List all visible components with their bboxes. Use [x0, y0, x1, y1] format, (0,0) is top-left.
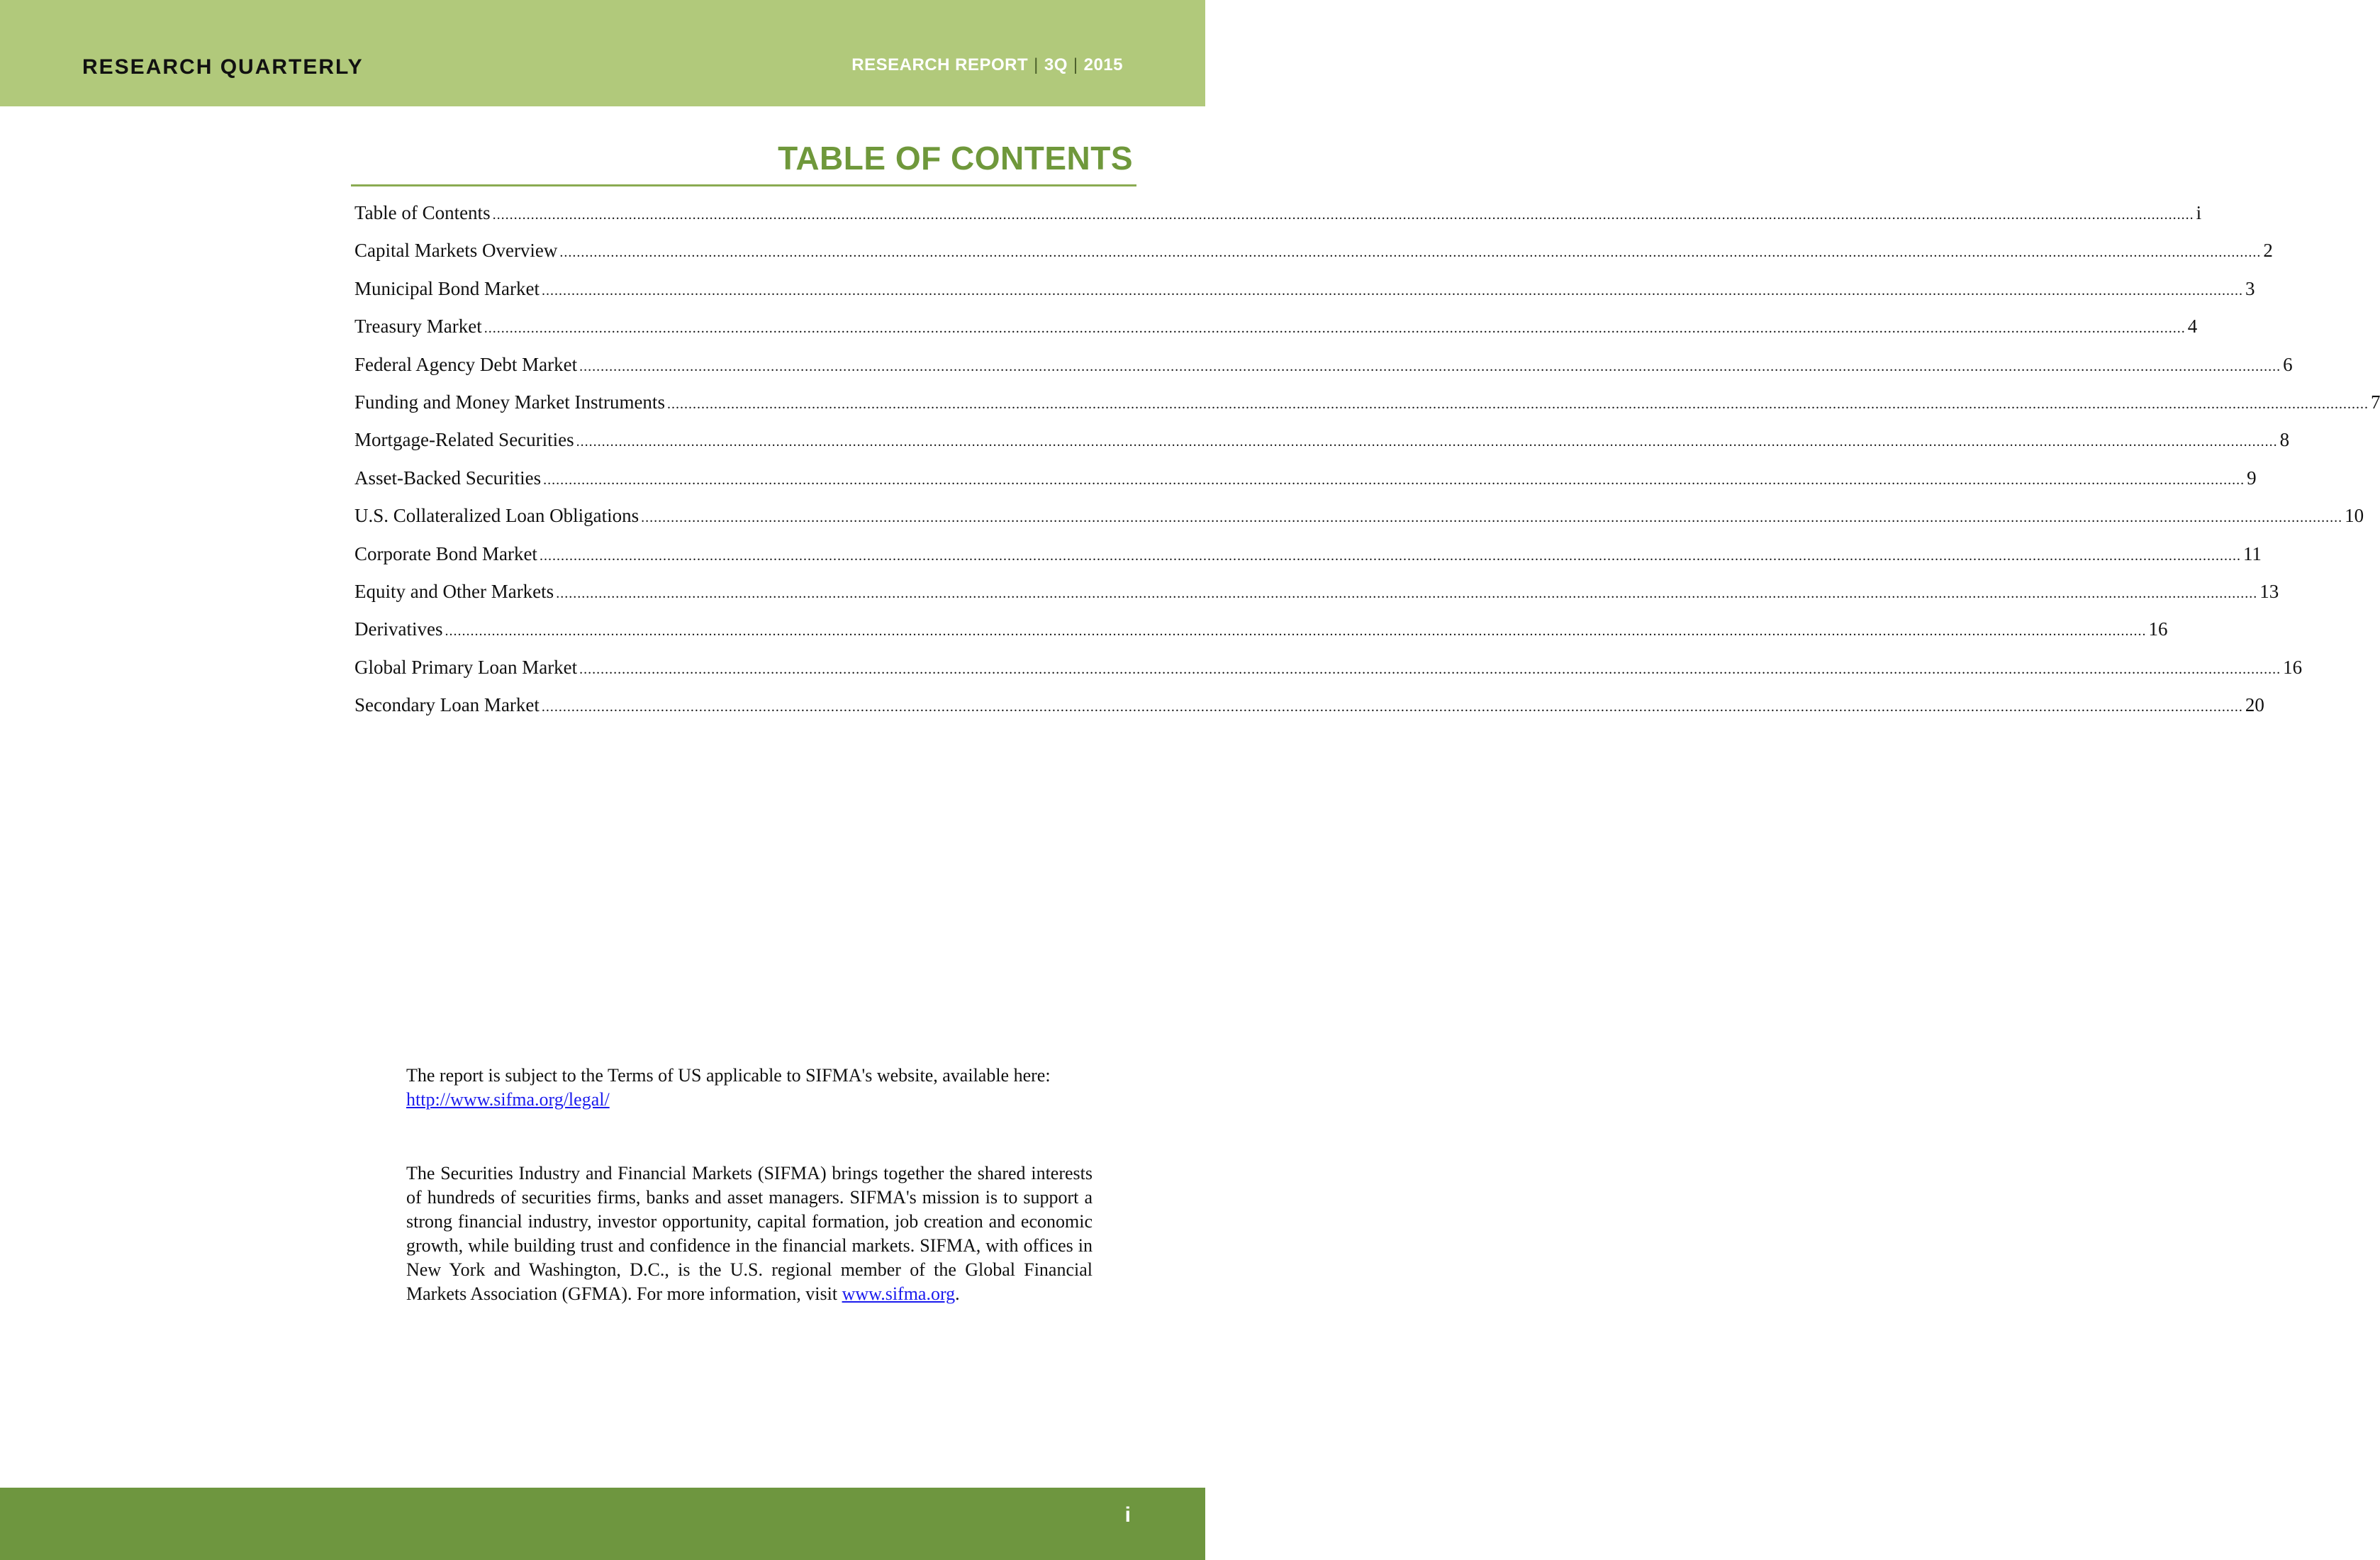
toc-entry[interactable]: [354, 652, 2303, 689]
toc-entry-title: Table of Contents: [354, 202, 491, 223]
toc-dot-leader: ................................................................................................................................................................................................................................................................................................................................................................................................................: [579, 661, 2281, 677]
toc-entry[interactable]: [354, 500, 2364, 537]
toc-entry-title: Derivatives: [354, 618, 443, 640]
toc-dot-leader: ................................................................................................................................................................................................................................................................................................................................................................................................................: [541, 282, 2243, 299]
toc-entry-page: 6: [2283, 353, 2293, 375]
toc-entry-page: 3: [2245, 277, 2255, 299]
toc-entry-page: 11: [2242, 542, 2262, 564]
publication-title: RESEARCH QUARTERLY: [82, 55, 364, 79]
toc-entry[interactable]: [354, 462, 2257, 500]
toc-entry-page: 16: [2148, 618, 2168, 640]
toc-entry[interactable]: [354, 197, 2202, 235]
toc-entry-title: Secondary Loan Market: [354, 694, 540, 716]
terms-note: [406, 1064, 1093, 1112]
toc-entry-title: Equity and Other Markets: [354, 580, 554, 602]
separator: |: [1034, 55, 1039, 74]
toc-dot-leader: ................................................................................................................................................................................................................................................................................................................................................................................................................: [543, 472, 2245, 488]
toc-entry-title: U.S. Collateralized Loan Obligations: [354, 505, 639, 527]
toc-entry[interactable]: [354, 386, 2380, 424]
toc-dot-leader: ................................................................................................................................................................................................................................................................................................................................................................................................................: [579, 358, 2281, 374]
toc-entry-page: 20: [2245, 694, 2264, 716]
toc-entry[interactable]: [354, 689, 2264, 727]
toc-entry-title: Federal Agency Debt Market: [354, 353, 578, 375]
toc-dot-leader: ................................................................................................................................................................................................................................................................................................................................................................................................................: [666, 396, 2369, 412]
toc-entry[interactable]: [354, 424, 2290, 462]
toc-entry[interactable]: [354, 613, 2168, 651]
toc-entry-title: Funding and Money Market Instruments: [354, 391, 665, 413]
toc-dot-leader: ................................................................................................................................................................................................................................................................................................................................................................................................................: [445, 623, 2147, 640]
page-header: [0, 0, 1205, 106]
terms-text: The report is subject to the Terms of US applicable to SIFMA's website, available here:: [406, 1065, 1051, 1086]
toc-dot-leader: ................................................................................................................................................................................................................................................................................................................................................................................................................: [559, 245, 2262, 261]
page-footer: [0, 1488, 1205, 1560]
report-info: [851, 55, 1123, 75]
toc-entry-page: 2: [2263, 240, 2273, 262]
toc-entry-title: Capital Markets Overview: [354, 240, 558, 262]
toc-dot-leader: ................................................................................................................................................................................................................................................................................................................................................................................................................: [484, 321, 2186, 337]
toc-heading: TABLE OF CONTENTS: [778, 140, 1133, 177]
toc-divider: [351, 184, 1136, 186]
report-quarter: 3Q: [1044, 55, 1068, 74]
toc-entry-title: Municipal Bond Market: [354, 277, 540, 299]
toc-entry-page: 13: [2259, 580, 2279, 602]
toc-entry[interactable]: [354, 349, 2293, 386]
separator: |: [1073, 55, 1078, 74]
toc-entry-page: 10: [2345, 505, 2364, 527]
toc-dot-leader: ................................................................................................................................................................................................................................................................................................................................................................................................................: [539, 547, 2241, 564]
toc-entry-title: Mortgage-Related Securities: [354, 429, 574, 451]
sifma-website-link[interactable]: www.sifma.org: [842, 1283, 956, 1304]
report-label: RESEARCH REPORT: [851, 55, 1029, 74]
report-year: 2015: [1083, 55, 1123, 74]
toc-entry-page: 4: [2187, 316, 2198, 338]
about-text: The Securities Industry and Financial Markets (SIFMA) brings together the shared interests of hundreds of securities firms, banks and asset managers. SIFMA's mission is to support a strong financial industry, investor opportunity, capital formation, job creation and economic growth, while building trust and confidence in the financial markets. SIFMA, with offices in New York and Washington, D.C., is the U.S. regional member of the Global Financial Markets Association (GFMA). For more information, visit: [406, 1163, 1093, 1304]
toc-entry-title: Asset-Backed Securities: [354, 467, 542, 489]
toc-entry[interactable]: [354, 311, 2198, 348]
toc-entry[interactable]: [354, 538, 2262, 576]
toc-dot-leader: ................................................................................................................................................................................................................................................................................................................................................................................................................: [576, 434, 2278, 450]
toc-entry-page: 8: [2279, 429, 2290, 451]
toc-entry-title: Treasury Market: [354, 316, 482, 338]
about-sifma: [406, 1161, 1093, 1306]
toc-dot-leader: ................................................................................................................................................................................................................................................................................................................................................................................................................: [641, 510, 2343, 526]
page-number: i: [1124, 1503, 1131, 1527]
toc-entry-title: Global Primary Loan Market: [354, 656, 578, 678]
toc-dot-leader: ................................................................................................................................................................................................................................................................................................................................................................................................................: [541, 699, 2243, 715]
toc-entry-title: Corporate Bond Market: [354, 542, 537, 564]
toc-entry[interactable]: [354, 273, 2255, 311]
toc-entry[interactable]: [354, 235, 2273, 272]
toc-dot-leader: ................................................................................................................................................................................................................................................................................................................................................................................................................: [492, 207, 2194, 223]
toc-list: [354, 197, 2380, 727]
toc-entry[interactable]: [354, 576, 2279, 613]
toc-dot-leader: ................................................................................................................................................................................................................................................................................................................................................................................................................: [556, 585, 2258, 601]
about-trailing: .: [955, 1283, 960, 1304]
legal-link[interactable]: http://www.sifma.org/legal/: [406, 1089, 610, 1110]
toc-entry-page: 16: [2283, 656, 2303, 678]
toc-entry-page: 7: [2370, 391, 2380, 413]
toc-entry-page: i: [2196, 202, 2202, 223]
toc-entry-page: 9: [2247, 467, 2257, 489]
